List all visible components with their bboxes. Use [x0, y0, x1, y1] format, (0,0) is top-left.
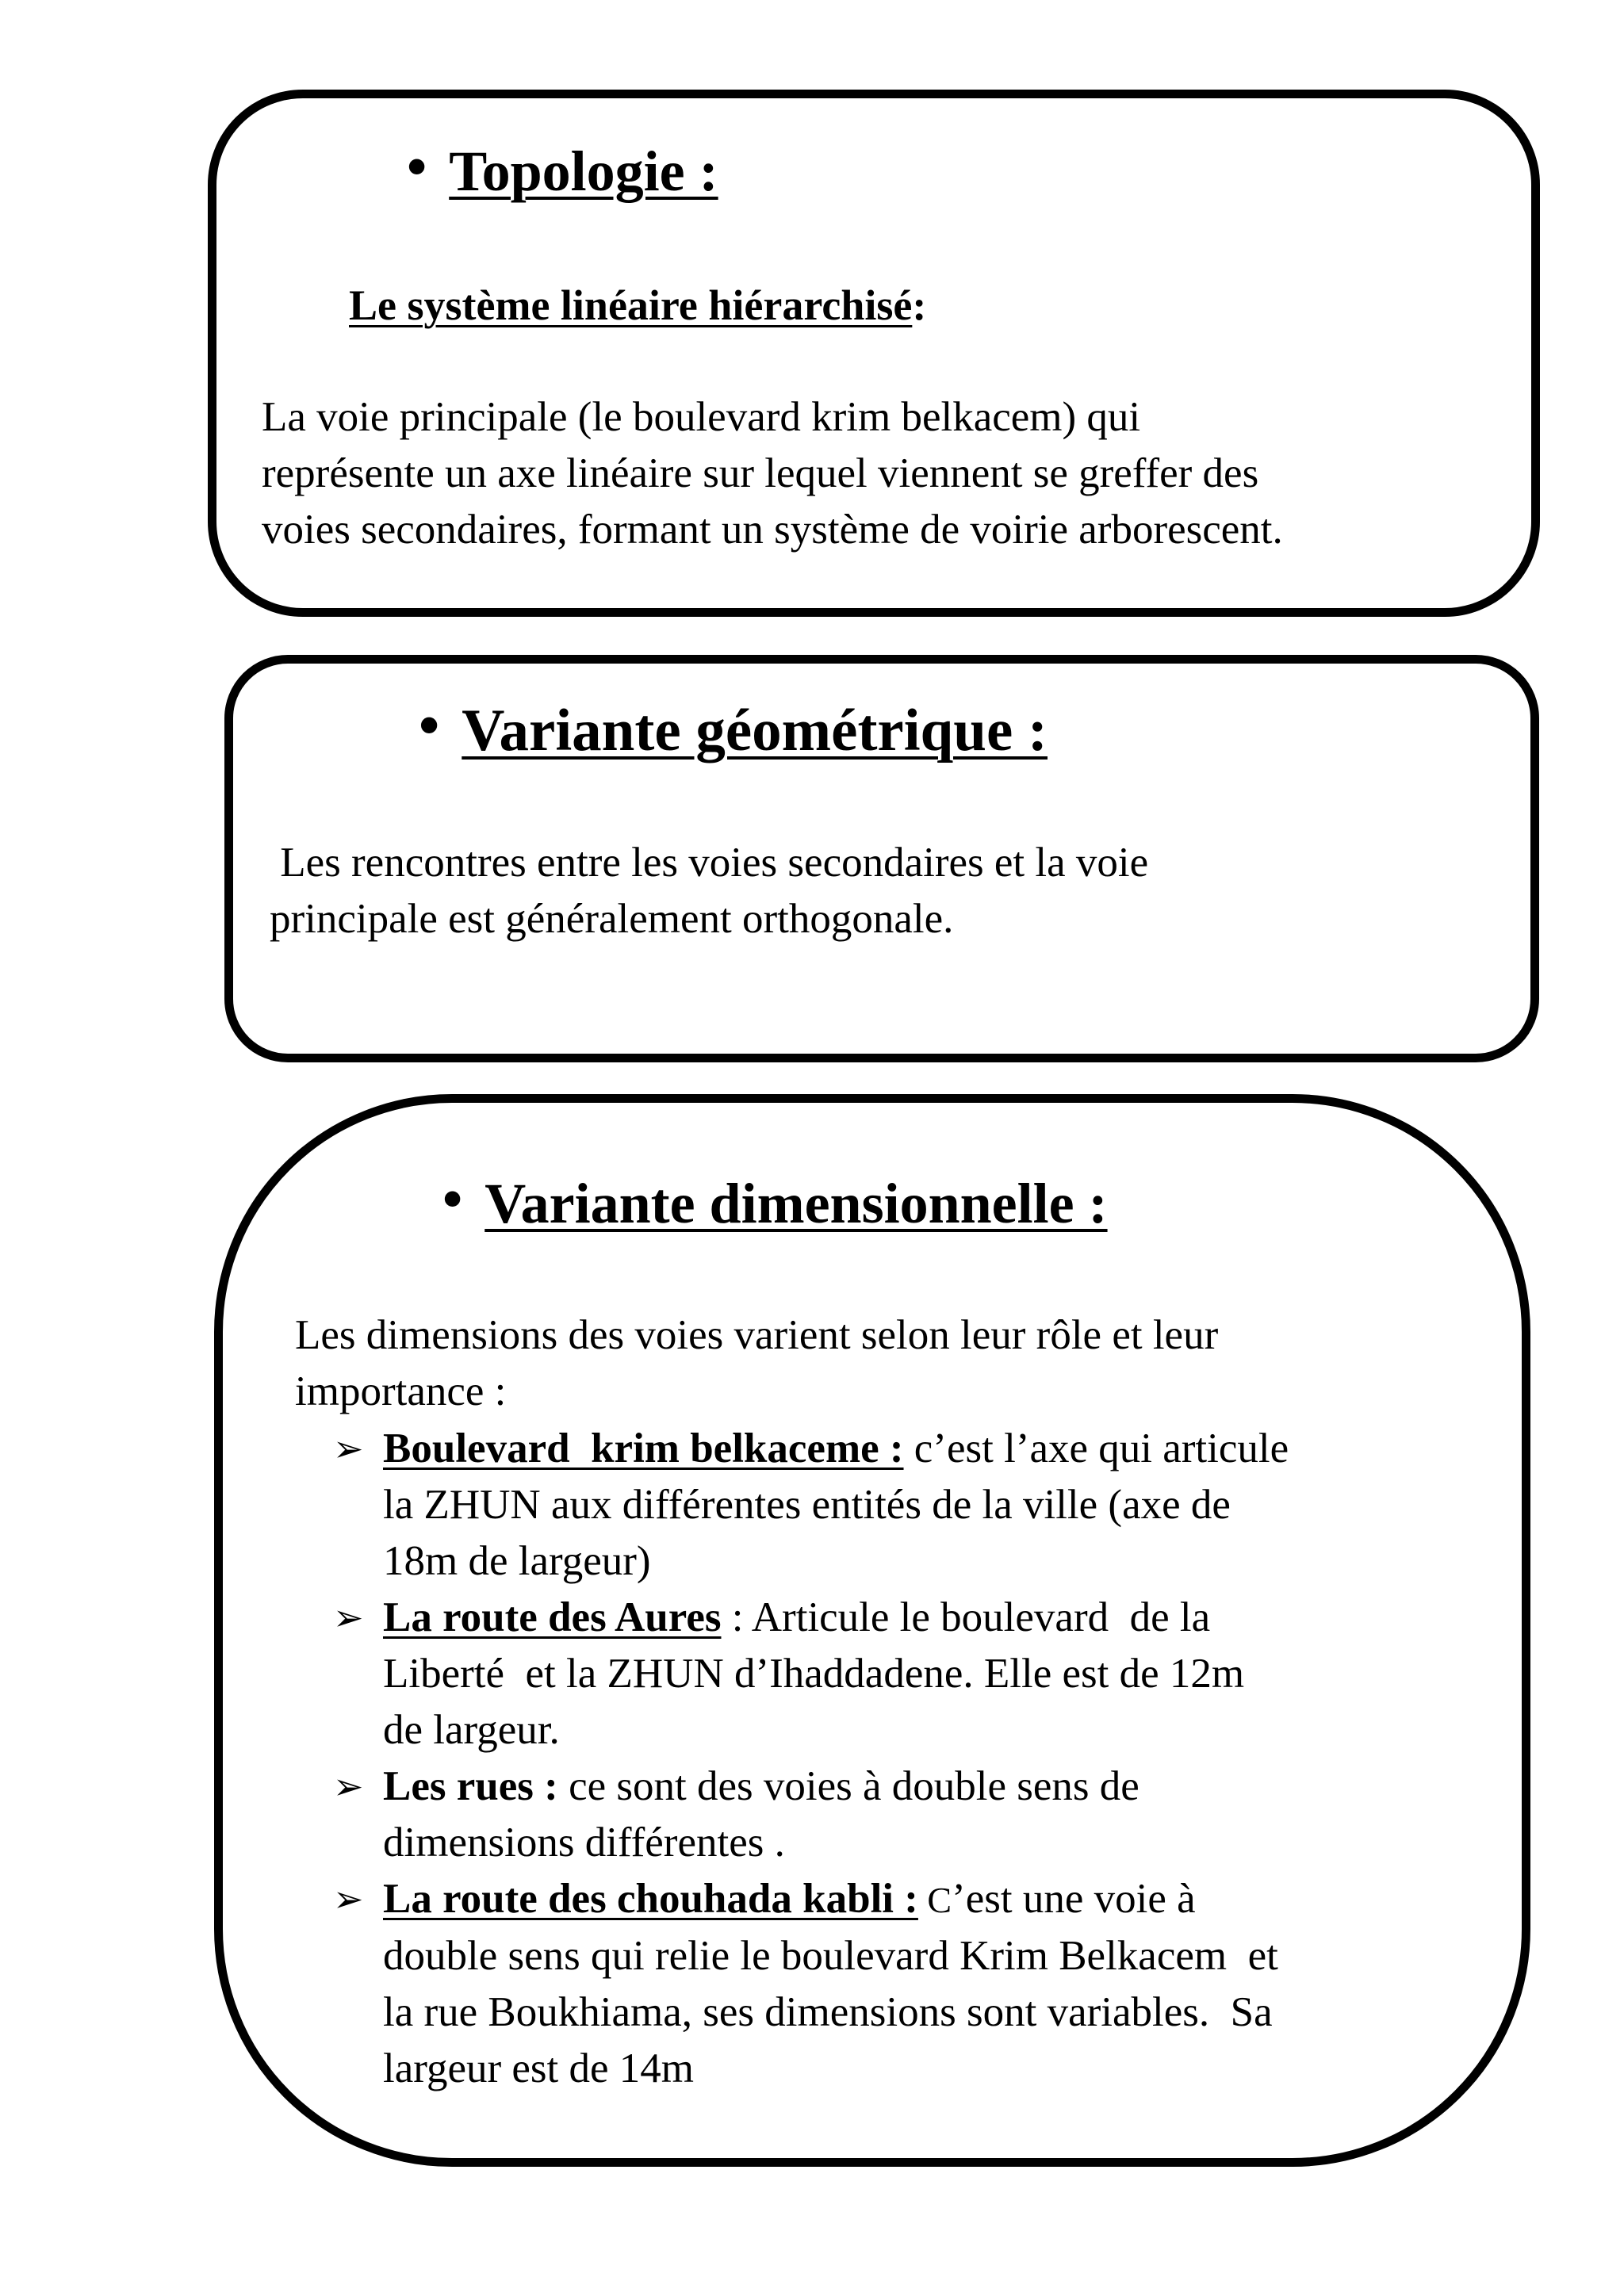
list-item	[333, 1871, 1289, 2097]
paragraph-line: Les dimensions des voies varient selon leur rôle et leur	[295, 1312, 1219, 1358]
topologie-subheading-text: Le système linéaire hiérarchisé	[349, 281, 913, 329]
list-item	[333, 1758, 1289, 1871]
topologie-subheading	[349, 281, 927, 329]
list-item-text: : Articule le boulevard de la	[721, 1594, 1211, 1640]
paragraph-line: voies secondaires, formant un système de voirie arborescent.	[262, 507, 1283, 553]
arrow-bullet-icon: ➢	[333, 1596, 364, 1639]
variante-geometrique-heading	[419, 693, 1048, 763]
topologie-heading-text: Topologie :	[449, 140, 718, 203]
list-item-text: ’est une voie à	[952, 1876, 1196, 1922]
list-item-term: La route des chouhada kabli :	[383, 1876, 918, 1922]
arrow-bullet-icon: ➢	[333, 1765, 364, 1808]
bullet-icon: •	[407, 135, 427, 198]
list-item-line: la rue Boukhiama, ses dimensions sont variables. Sa	[383, 1989, 1273, 2035]
list-item-term: Les rues :	[383, 1763, 558, 1809]
topologie-paragraph	[262, 389, 1283, 558]
variante-geometrique-paragraph	[270, 835, 1148, 947]
list-item-text: c’est l’axe qui articule	[903, 1425, 1289, 1471]
paragraph-line: principale est généralement orthogonale.	[270, 896, 954, 942]
variante-dimensionnelle-heading-text: Variante dimensionnelle :	[485, 1172, 1108, 1235]
list-item-text: C	[917, 1880, 952, 1920]
arrow-bullet-icon: ➢	[333, 1427, 364, 1470]
list-item-line: largeur est de 14m	[383, 2045, 694, 2091]
bullet-icon: •	[419, 693, 440, 759]
list-item-line: la ZHUN aux différentes entités de la ville (axe de	[383, 1482, 1231, 1528]
list-item-line: 18m de largeur)	[383, 1538, 651, 1584]
variante-geometrique-heading-text: Variante géométrique :	[462, 698, 1048, 763]
list-item-term: Boulevard krim belkaceme :	[383, 1425, 904, 1471]
paragraph-line: Les rencontres entre les voies secondaires et la voie	[270, 840, 1149, 886]
arrow-bullet-icon: ➢	[333, 1877, 364, 1920]
list-item	[333, 1421, 1289, 1590]
list-item-line: de largeur.	[383, 1707, 560, 1753]
bullet-icon: •	[442, 1167, 463, 1230]
variante-dimensionnelle-heading	[442, 1167, 1108, 1235]
list-item	[333, 1590, 1289, 1758]
variante-dimensionnelle-intro	[295, 1307, 1218, 1420]
paragraph-line: importance :	[295, 1368, 507, 1414]
voies-list	[333, 1421, 1289, 2097]
paragraph-line: La voie principale (le boulevard krim belkacem) qui	[262, 394, 1141, 440]
paragraph-line: représente un axe linéaire sur lequel viennent se greffer des	[262, 450, 1259, 496]
list-item-term: La route des Aures	[383, 1594, 722, 1640]
topologie-subheading-colon: :	[912, 281, 927, 329]
list-item-line: double sens qui relie le boulevard Krim Belkacem et	[383, 1933, 1278, 1979]
topologie-heading	[407, 135, 718, 203]
list-item-line: dimensions différentes .	[383, 1820, 785, 1866]
list-item-text: ce sont des voies à double sens de	[557, 1763, 1139, 1809]
list-item-line: Liberté et la ZHUN d’Ihaddadene. Elle est de 12m	[383, 1651, 1245, 1697]
